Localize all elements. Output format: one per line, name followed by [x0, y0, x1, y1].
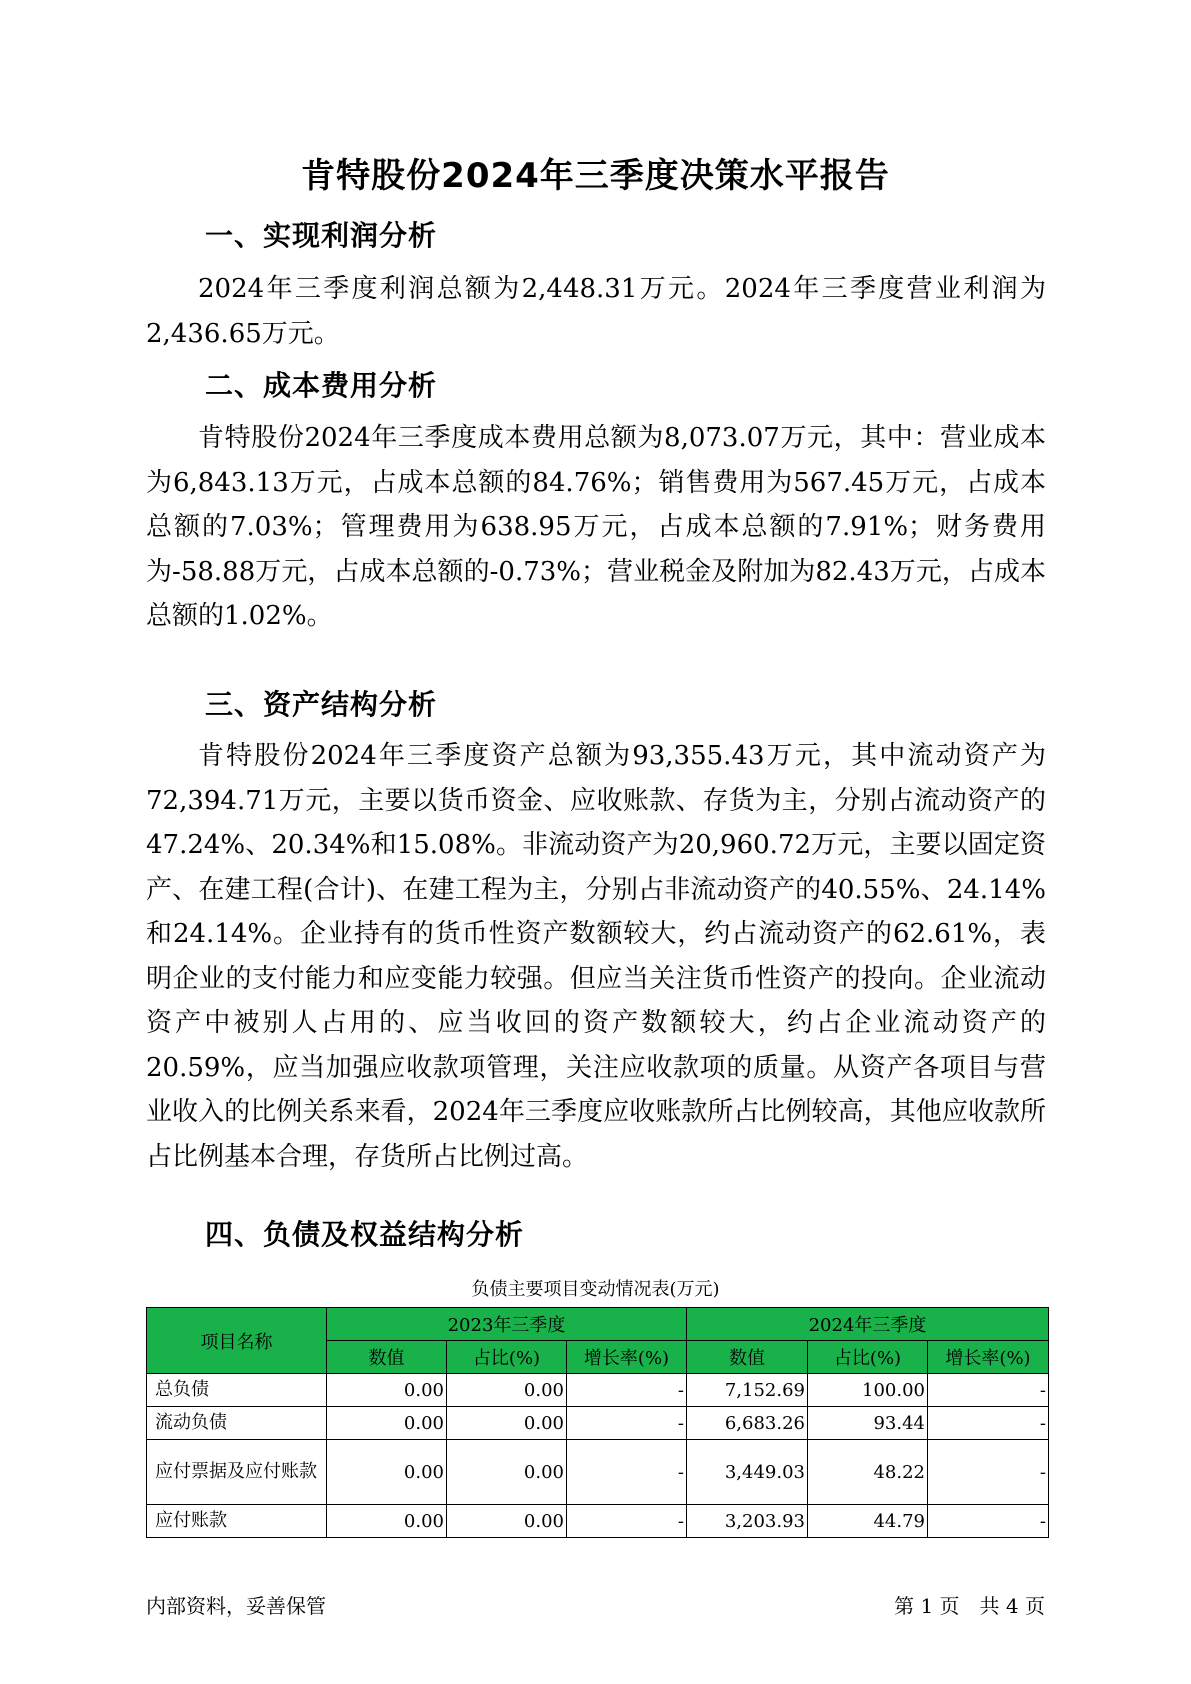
row-name: 总负债 — [147, 1374, 327, 1407]
liabilities-table — [146, 1307, 1049, 1538]
row-name: 流动负债 — [147, 1407, 327, 1440]
period-2024-header: 2024年三季度 — [687, 1308, 1049, 1341]
section-heading-cost: 二、成本费用分析 — [205, 369, 438, 402]
share-2023: 0.00 — [447, 1374, 567, 1407]
value-header-2024: 数值 — [687, 1341, 808, 1374]
growth-2023: - — [567, 1505, 687, 1538]
growth-2024: - — [928, 1374, 1049, 1407]
growth-header-2024: 增长率(%) — [928, 1341, 1049, 1374]
value-2024: 3,449.03 — [687, 1440, 808, 1505]
table-row — [147, 1505, 1049, 1538]
value-2024: 7,152.69 — [687, 1374, 808, 1407]
growth-2023: - — [567, 1440, 687, 1505]
value-2023: 0.00 — [327, 1374, 447, 1407]
section-paragraph-cost: 肯特股份2024年三季度成本费用总额为8,073.07万元，其中：营业成本为6,843.13万元，占成本总额的84.76%；销售费用为567.45万元，占成本总额的7.03%；管理费用为638.95万元，占成本总额的7.91%；财务费用为-58.88万元，占成本总额的-0.73%；营业税金及附加为82.43万元，占成本总额的1.02%。 — [146, 423, 1046, 631]
row-name: 应付票据及应付账款 — [147, 1440, 327, 1505]
section-paragraph-profit: 2024年三季度利润总额为2,448.31万元。2024年三季度营业利润为2,436.65万元。 — [146, 274, 1046, 349]
table-row — [147, 1407, 1049, 1440]
row-name: 应付账款 — [147, 1505, 327, 1538]
section-heading-liabilities: 四、负债及权益结构分析 — [205, 1218, 525, 1251]
share-2024: 100.00 — [808, 1374, 928, 1407]
table-caption: 负债主要项目变动情况表(万元) — [471, 1279, 720, 1300]
footer-page-number: 第 1 页 共 4 页 — [894, 1594, 1045, 1618]
share-2024: 48.22 — [808, 1440, 928, 1505]
share-2024: 44.79 — [808, 1505, 928, 1538]
growth-2024: - — [928, 1440, 1049, 1505]
report-title: 肯特股份2024年三季度决策水平报告 — [301, 156, 890, 196]
growth-2023: - — [567, 1374, 687, 1407]
share-2023: 0.00 — [447, 1440, 567, 1505]
footer-confidential-note: 内部资料，妥善保管 — [146, 1594, 326, 1618]
period-2023-header: 2023年三季度 — [327, 1308, 687, 1341]
growth-2024: - — [928, 1505, 1049, 1538]
item-name-header: 项目名称 — [147, 1308, 327, 1374]
section-heading-profit: 一、实现利润分析 — [205, 219, 438, 252]
share-2023: 0.00 — [447, 1407, 567, 1440]
share-header-2024: 占比(%) — [808, 1341, 928, 1374]
share-2023: 0.00 — [447, 1505, 567, 1538]
growth-2024: - — [928, 1407, 1049, 1440]
value-2023: 0.00 — [327, 1407, 447, 1440]
share-2024: 93.44 — [808, 1407, 928, 1440]
value-2024: 6,683.26 — [687, 1407, 808, 1440]
section-paragraph-assets: 肯特股份2024年三季度资产总额为93,355.43万元，其中流动资产为72,394.71万元，主要以货币资金、应收账款、存货为主，分别占流动资产的47.24%、20.34%和15.08%。非流动资产为20,960.72万元，主要以固定资产、在建工程(合计)、在建工程为主，分别占非流动资产的40.55%、24.14%和24.14%。企业持有的货币性资产数额较大，约占流动资产的62.61%，表明企业的支付能力和应变能力较强。但应当关注货币性资产的投向。企业流动资产中被别人占用的、应当收回的资产数额较大，约占企业流动资产的20.59%，应当加强应收款项管理，关注应收款项的质量。从资产各项目与营业收入的比例关系来看，2024年三季度应收账款所占比例较高，其他应收款所占比例基本合理，存货所占比例过高。 — [146, 741, 1046, 1172]
value-header-2023: 数值 — [327, 1341, 447, 1374]
section-heading-assets: 三、资产结构分析 — [205, 688, 438, 721]
table-row — [147, 1374, 1049, 1407]
value-2023: 0.00 — [327, 1440, 447, 1505]
value-2023: 0.00 — [327, 1505, 447, 1538]
value-2024: 3,203.93 — [687, 1505, 808, 1538]
share-header-2023: 占比(%) — [447, 1341, 567, 1374]
growth-header-2023: 增长率(%) — [567, 1341, 687, 1374]
growth-2023: - — [567, 1407, 687, 1440]
table-header-row — [147, 1308, 1049, 1341]
table-row — [147, 1440, 1049, 1505]
